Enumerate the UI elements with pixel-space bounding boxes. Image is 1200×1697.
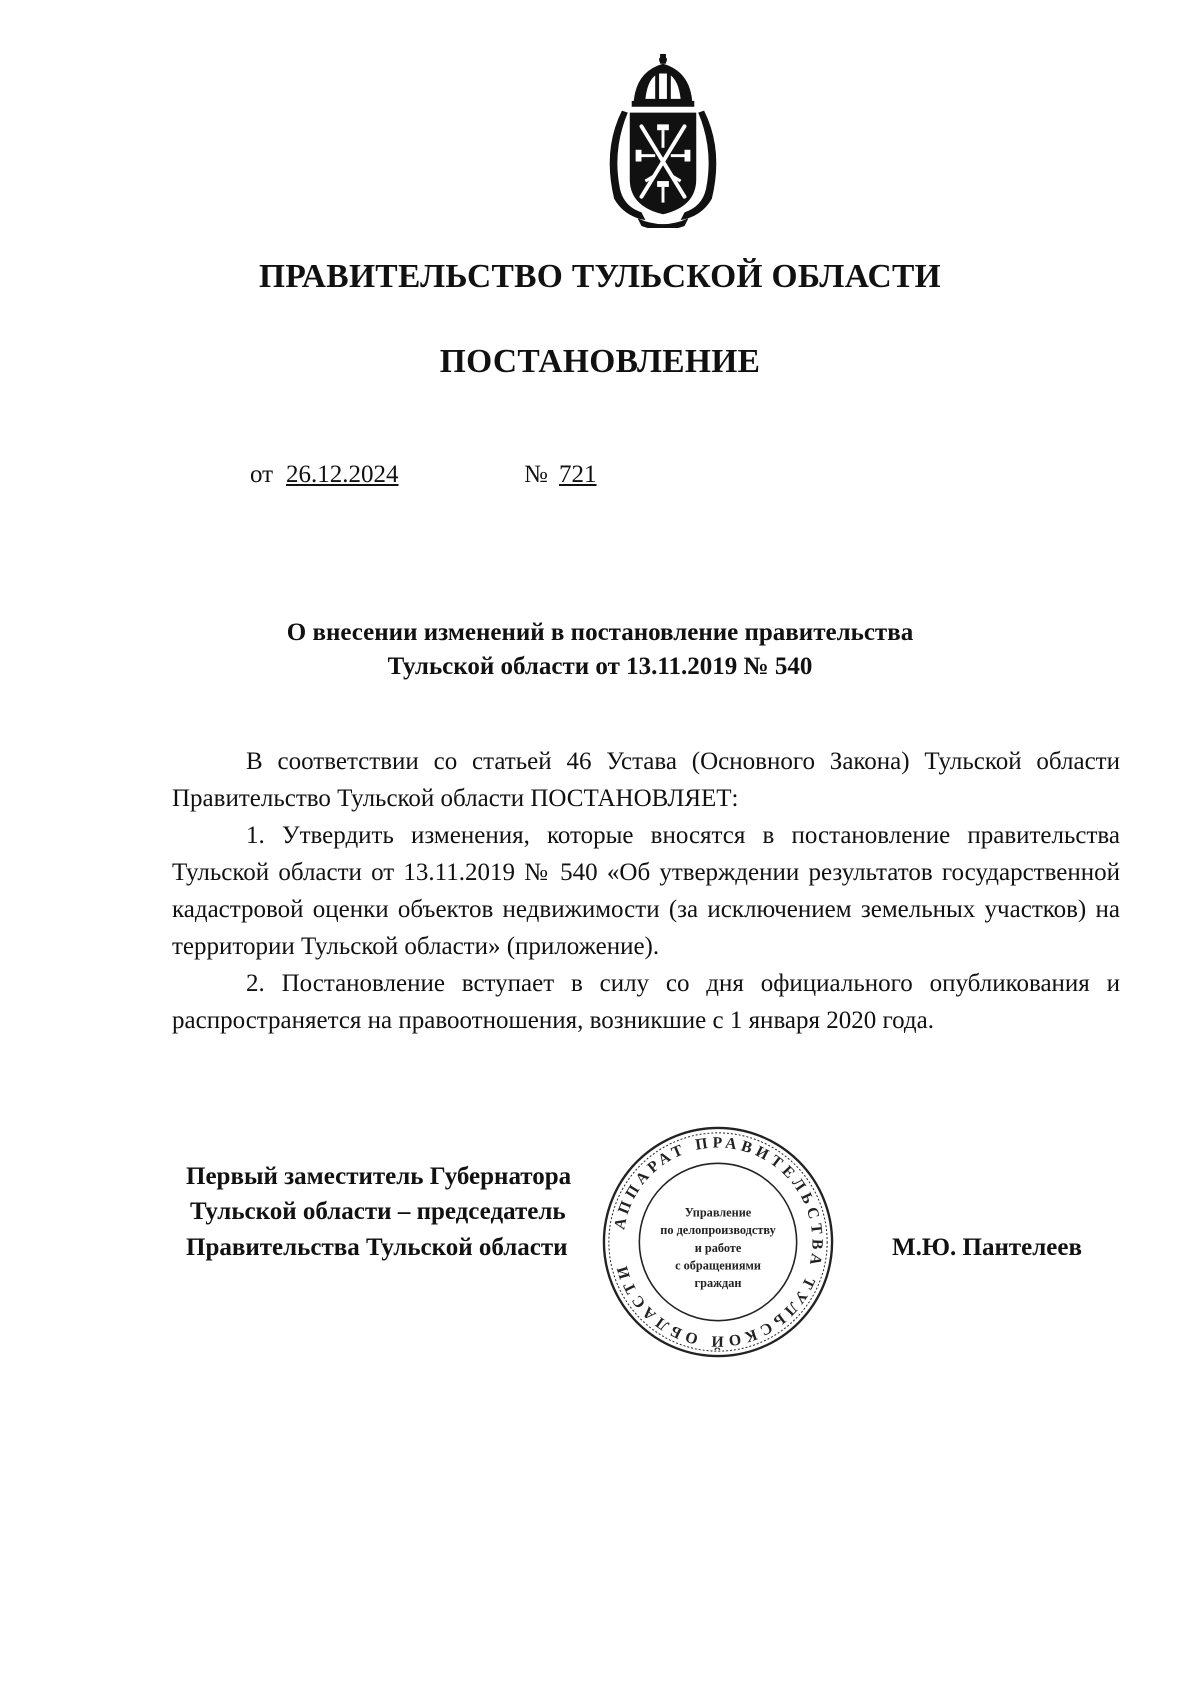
government-name: ПРАВИТЕЛЬСТВО ТУЛЬСКОЙ ОБЛАСТИ — [258, 258, 942, 295]
stamp-center-line: по делопроизводству — [660, 1223, 776, 1238]
tula-coat-of-arms-icon — [594, 52, 732, 228]
date-prefix: от — [250, 461, 274, 488]
stamp-ring-text: АППАРАТ ПРАВИТЕЛЬСТВА ТУЛЬСКОЙ ОБЛАСТИ — [611, 1134, 826, 1350]
stamp-center-line: Управление — [684, 1205, 752, 1220]
number-prefix: № — [524, 461, 548, 488]
stamp-center-line: и работе — [694, 1240, 742, 1255]
document-type: ПОСТАНОВЛЕНИЕ — [439, 343, 761, 380]
preamble-paragraph: В соответствии со статьей 46 Устава (Основного Закона) Тульской области Правительство Тульской области ПОСТАНОВЛЯЕТ: — [172, 748, 1120, 812]
signer-name: М.Ю. Пантелеев — [892, 1234, 1082, 1261]
official-stamp — [600, 1124, 836, 1360]
signer-position-line-1: Первый заместитель Губернатора — [186, 1163, 572, 1190]
subject-line-1: О внесении изменений в постановление правительства — [286, 619, 914, 646]
signer-position-line-2: Тульской области – председатель — [190, 1198, 566, 1225]
document-body — [172, 743, 1120, 1039]
stamp-center-line: с обращениями — [675, 1258, 761, 1273]
signer-position-line-3: Правительства Тульской области — [186, 1234, 568, 1261]
clause-1-paragraph: 1. Утвердить изменения, которые вносятся в постановление правительства Тульской области от 13.11.2019 № 540 «Об утверждении результатов государственной кадастровой оценки объектов недвижимости (за исключением земельных участков) на территории Тульской области» (приложение). — [172, 822, 1120, 960]
clause-2-paragraph: 2. Постановление вступает в силу со дня официального опубликования и распространяется на правоотношения, возникшие с 1 января 2020 года. — [172, 970, 1120, 1034]
document-date: 26.12.2024 — [286, 461, 399, 488]
document-number: 721 — [559, 461, 597, 488]
stamp-center-line: граждан — [694, 1276, 742, 1291]
subject-line-2: Тульской области от 13.11.2019 № 540 — [387, 653, 813, 680]
